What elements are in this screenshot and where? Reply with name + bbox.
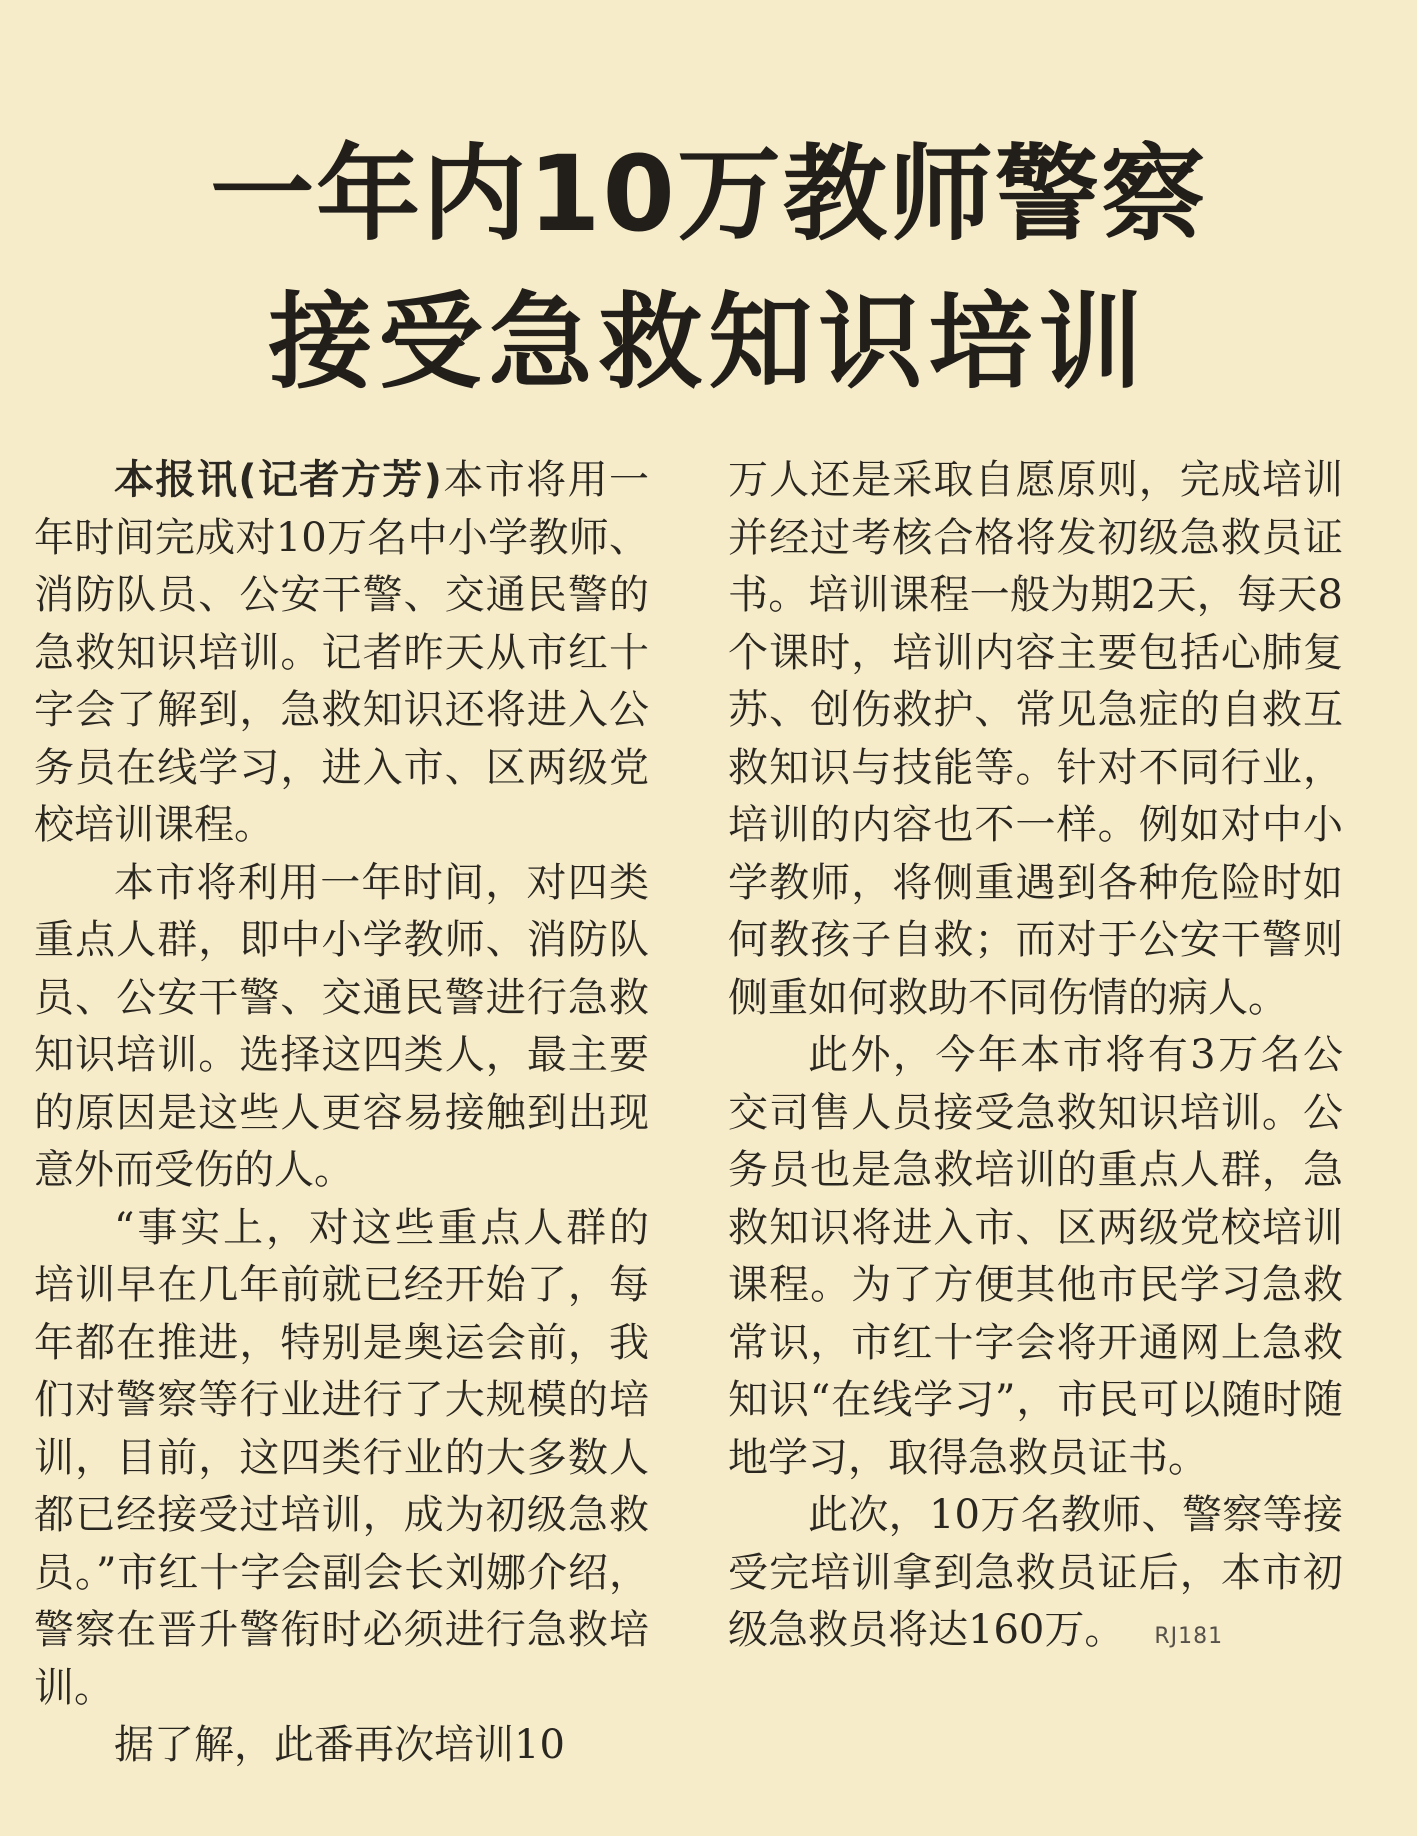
article-paragraph-4-start: 据了解，此番再次培训10	[114, 1722, 565, 1768]
article-code: RJ181	[1154, 1624, 1224, 1649]
article-paragraph-6	[728, 1487, 1343, 1666]
article-paragraph-5: 此外，今年本市将有3万名公交司售人员接受急救知识培训。公务员也是急救培训的重点人群，急救知识将进入市、区两级党校培训课程。为了方便其他市民学习急救常识，市红十字会将开通网上急救知识“在线学习”，市民可以随时随地学习，取得急救员证书。	[728, 1032, 1343, 1481]
article-paragraph-4-continued: 万人还是采取自愿原则，完成培训并经过考核合格将发初级急救员证书。培训课程一般为期2天，每天8个课时，培训内容主要包括心肺复苏、创伤救护、常见急症的自救互救知识与技能等。针对不同行业，培训的内容也不一样。例如对中小学教师，将侧重遇到各种危险时如何教孩子自救；而对于公安干警则侧重如何救助不同伤情的病人。	[728, 457, 1343, 1021]
article-paragraph-3: “事实上，对这些重点人群的培训早在几年前就已经开始了，每年都在推进，特别是奥运会前，我们对警察等行业进行了大规模的培训，目前，这四类行业的大多数人都已经接受过培训，成为初级急救员。”市红十字会副会长刘娜介绍，警察在晋升警衔时必须进行急救培训。	[34, 1204, 649, 1711]
byline: 本报讯(记者方芳)	[114, 457, 442, 503]
headline-line-2: 接受急救知识培训	[268, 281, 1149, 403]
article-paragraph-1-text: 本市将用一年时间完成对10万名中小学教师、消防队员、公安干警、交通民警的急救知识培训。记者昨天从市红十字会了解到，急救知识还将进入公务员在线学习，进入市、区两级党校培训课程。	[34, 457, 650, 848]
article-column-left	[34, 452, 649, 1775]
headline-line-1: 一年内10万教师警察	[210, 133, 1207, 255]
article-paragraph-2: 本市将利用一年时间，对四类重点人群，即中小学教师、消防队员、公安干警、交通民警进行急救知识培训。选择这四类人，最主要的原因是这些人更容易接触到出现意外而受伤的人。	[34, 859, 649, 1193]
headline	[0, 120, 1417, 416]
article-paragraph-6-text: 此次，10万名教师、警察等接受完培训拿到急救员证后，本市初级急救员将达160万。	[728, 1492, 1343, 1653]
article-column-right	[728, 452, 1343, 1666]
article-paragraph-1	[34, 452, 649, 855]
